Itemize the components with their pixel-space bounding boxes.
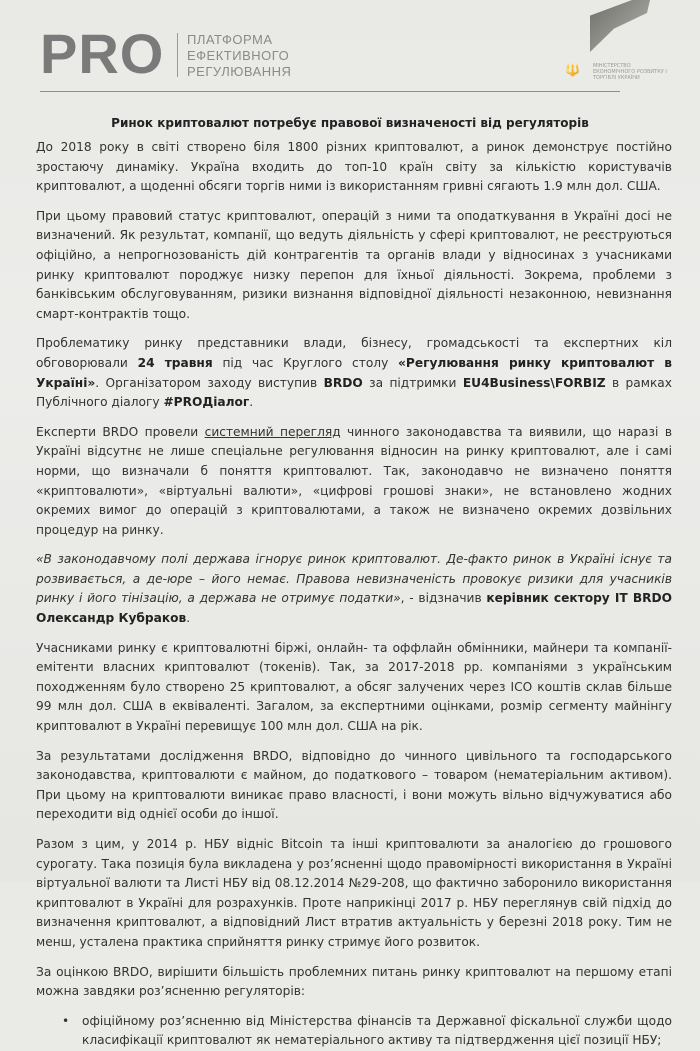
logo-divider xyxy=(177,33,178,77)
text: за підтримки xyxy=(362,375,463,390)
ukraine-trident-icon: 🔱 xyxy=(565,63,580,77)
paragraph xyxy=(36,550,672,628)
paragraph: При цьому правовий статус криптовалют, операцій з ними та оподаткування в Україні досі не визначений. Як результат, компанії, що ведуть діяльність у сфері криптовалют, не реєструються офіційно, а непрогнозованість дій контрагентів та органів влади у відносинах з учасниками ринку криптовалют породжує низку перепон для їхньої діяльності. Зокрема, проблеми з банківським обслуговуванням, ризики визнання відповідної діяльності незаконною, невизнання смарт-контрактів тощо. xyxy=(36,208,672,321)
document-body xyxy=(36,138,672,1051)
logo-subtitle-line: РЕГУЛЮВАННЯ xyxy=(187,64,292,79)
paragraph xyxy=(36,423,672,541)
paragraph: До 2018 року в світі створено біля 1800 різних криптовалют, а ринок демонструє постійно зростаючу динаміку. Україна входить до топ-10 країн світу за кількістю користувачів криптовалют, а щоденні обсяги торгів ними із використанням гривні сягають 1.9 млн дол. США. xyxy=(36,140,672,194)
date-highlight: 24 травня xyxy=(137,355,213,370)
pro-logo: PRO xyxy=(40,22,165,85)
text: в рамках Публічного діалогу xyxy=(36,375,672,410)
underlined-link-text: системний перегляд xyxy=(204,424,341,439)
hashtag: #PROДіалог xyxy=(163,395,250,410)
header-divider xyxy=(40,91,620,92)
paragraph: Учасниками ринку є криптовалютні біржі, онлайн- та оффлайн обмінники, майнери та компанії-емітенти власних криптовалют (токенів). Так, за 2017-2018 рр. компаніями з українським походженням було створено 25 криптовалют, а обсяг залучених через ICO коштів склав більше 99 млн дол. США в еквіваленті. Загалом, за експертними оцінками, розмір сегменту майнінгу криптовалют в Україні перевищує 100 млн дол. США на рік. xyxy=(36,640,672,734)
paragraph: За оцінкою BRDO, вирішити більшість проблемних питань ринку криптовалют на першому етапі можна завдяки роз’ясненню регуляторів: xyxy=(36,964,672,999)
recommendations-list xyxy=(36,1012,672,1051)
text: . Організатором заходу виступив xyxy=(95,375,324,390)
ministry-line: ЕКОНОМІЧНОГО РОЗВИТКУ І xyxy=(593,69,667,75)
logo-subtitle xyxy=(187,32,291,80)
ministry-name xyxy=(593,63,667,81)
paragraph: За результатами дослідження BRDO, відповідно до чинного цивільного та господарського законодавства, криптовалюти є майном, до податкового – товаром (нематеріальним активом). При цьому на криптовалюти виникає право власності, і вони можуть вільно відчужуватися або переходити від однієї особи до іншої. xyxy=(36,748,672,822)
text: чинного законодавства та виявили, що наразі в Україні відсутнє не лише спеціальне регулювання відносин на ринку криптовалют, але і самі норми, що визначали б поняття криптовалют. Так, законодавчо не визначено поняття «криптовалюти», «віртуальні валюти», «цифрові грошові знаки», не встановлено жодних окремих вимог до операцій з криптовалютами, а також не визначено окремих дозвільних процедур на ринку. xyxy=(36,424,673,537)
text: Експерти BRDO провели xyxy=(36,424,205,439)
document-title: Ринок криптовалют потребує правової визначеності від регуляторів xyxy=(111,116,589,130)
decorative-corner-shape xyxy=(590,0,650,52)
logo-subtitle-line: ПЛАТФОРМА xyxy=(187,32,273,47)
letterhead xyxy=(0,0,700,95)
sponsor-name: EU4Business\FORBIZ xyxy=(462,375,606,390)
ministry-line: МІНІСТЕРСТВО xyxy=(593,63,631,69)
paragraph xyxy=(36,334,672,412)
logo-subtitle-line: ЕФЕКТИВНОГО xyxy=(187,48,290,63)
text: під час Круглого столу xyxy=(212,355,399,370)
list-item: • офіційному роз’ясненню від Міністерства фінансів та Державної фіскальної служби щодо класифікації криптовалют як нематеріального активу та підтвердження цієї позиції НБУ; xyxy=(62,1012,672,1051)
text: . xyxy=(249,395,254,410)
text: , - відзначив xyxy=(400,591,487,606)
text: Проблематику ринку представники влади, бізнесу, громадськості та експертних кіл обговорювали xyxy=(36,336,672,370)
paragraph: Разом з цим, у 2014 р. НБУ відніс Bitcoin та інші криптовалюти за аналогією до грошового сурогату. Така позиція була викладена у роз’ясненні щодо правомірності використання в Україні віртуальної валюти та Листі НБУ від 08.12.2014 №29-208, що фактично заборонило використання криптовалют в Україні для розрахунків. Проте наприкінці 2017 р. НБУ переглянув свій підхід до визначення криптовалют, а відповідний Лист втратив актуальність у березні 2018 року. Тим не менш, усталена практика сприйняття ринку стримує його розвиток. xyxy=(36,837,672,949)
organizer-name: BRDO xyxy=(323,375,363,390)
text: . xyxy=(186,611,191,626)
ministry-line: ТОРГІВЛІ УКРАЇНИ xyxy=(593,75,640,81)
quote-author: керівник сектору IT BRDO Олександр Кубраков xyxy=(36,591,672,626)
event-name: «Регулювання ринку криптовалют в Україні» xyxy=(36,355,672,390)
quote: «В законодавчому полі держава ігнорує ринок криптовалют. Де-факто ринок в Україні існує та розвивається, а де-юре – його немає. Правова невизначеність провокує ризики для учасників ринку і його тінізацію, а держава не отримує податки» xyxy=(36,552,672,606)
